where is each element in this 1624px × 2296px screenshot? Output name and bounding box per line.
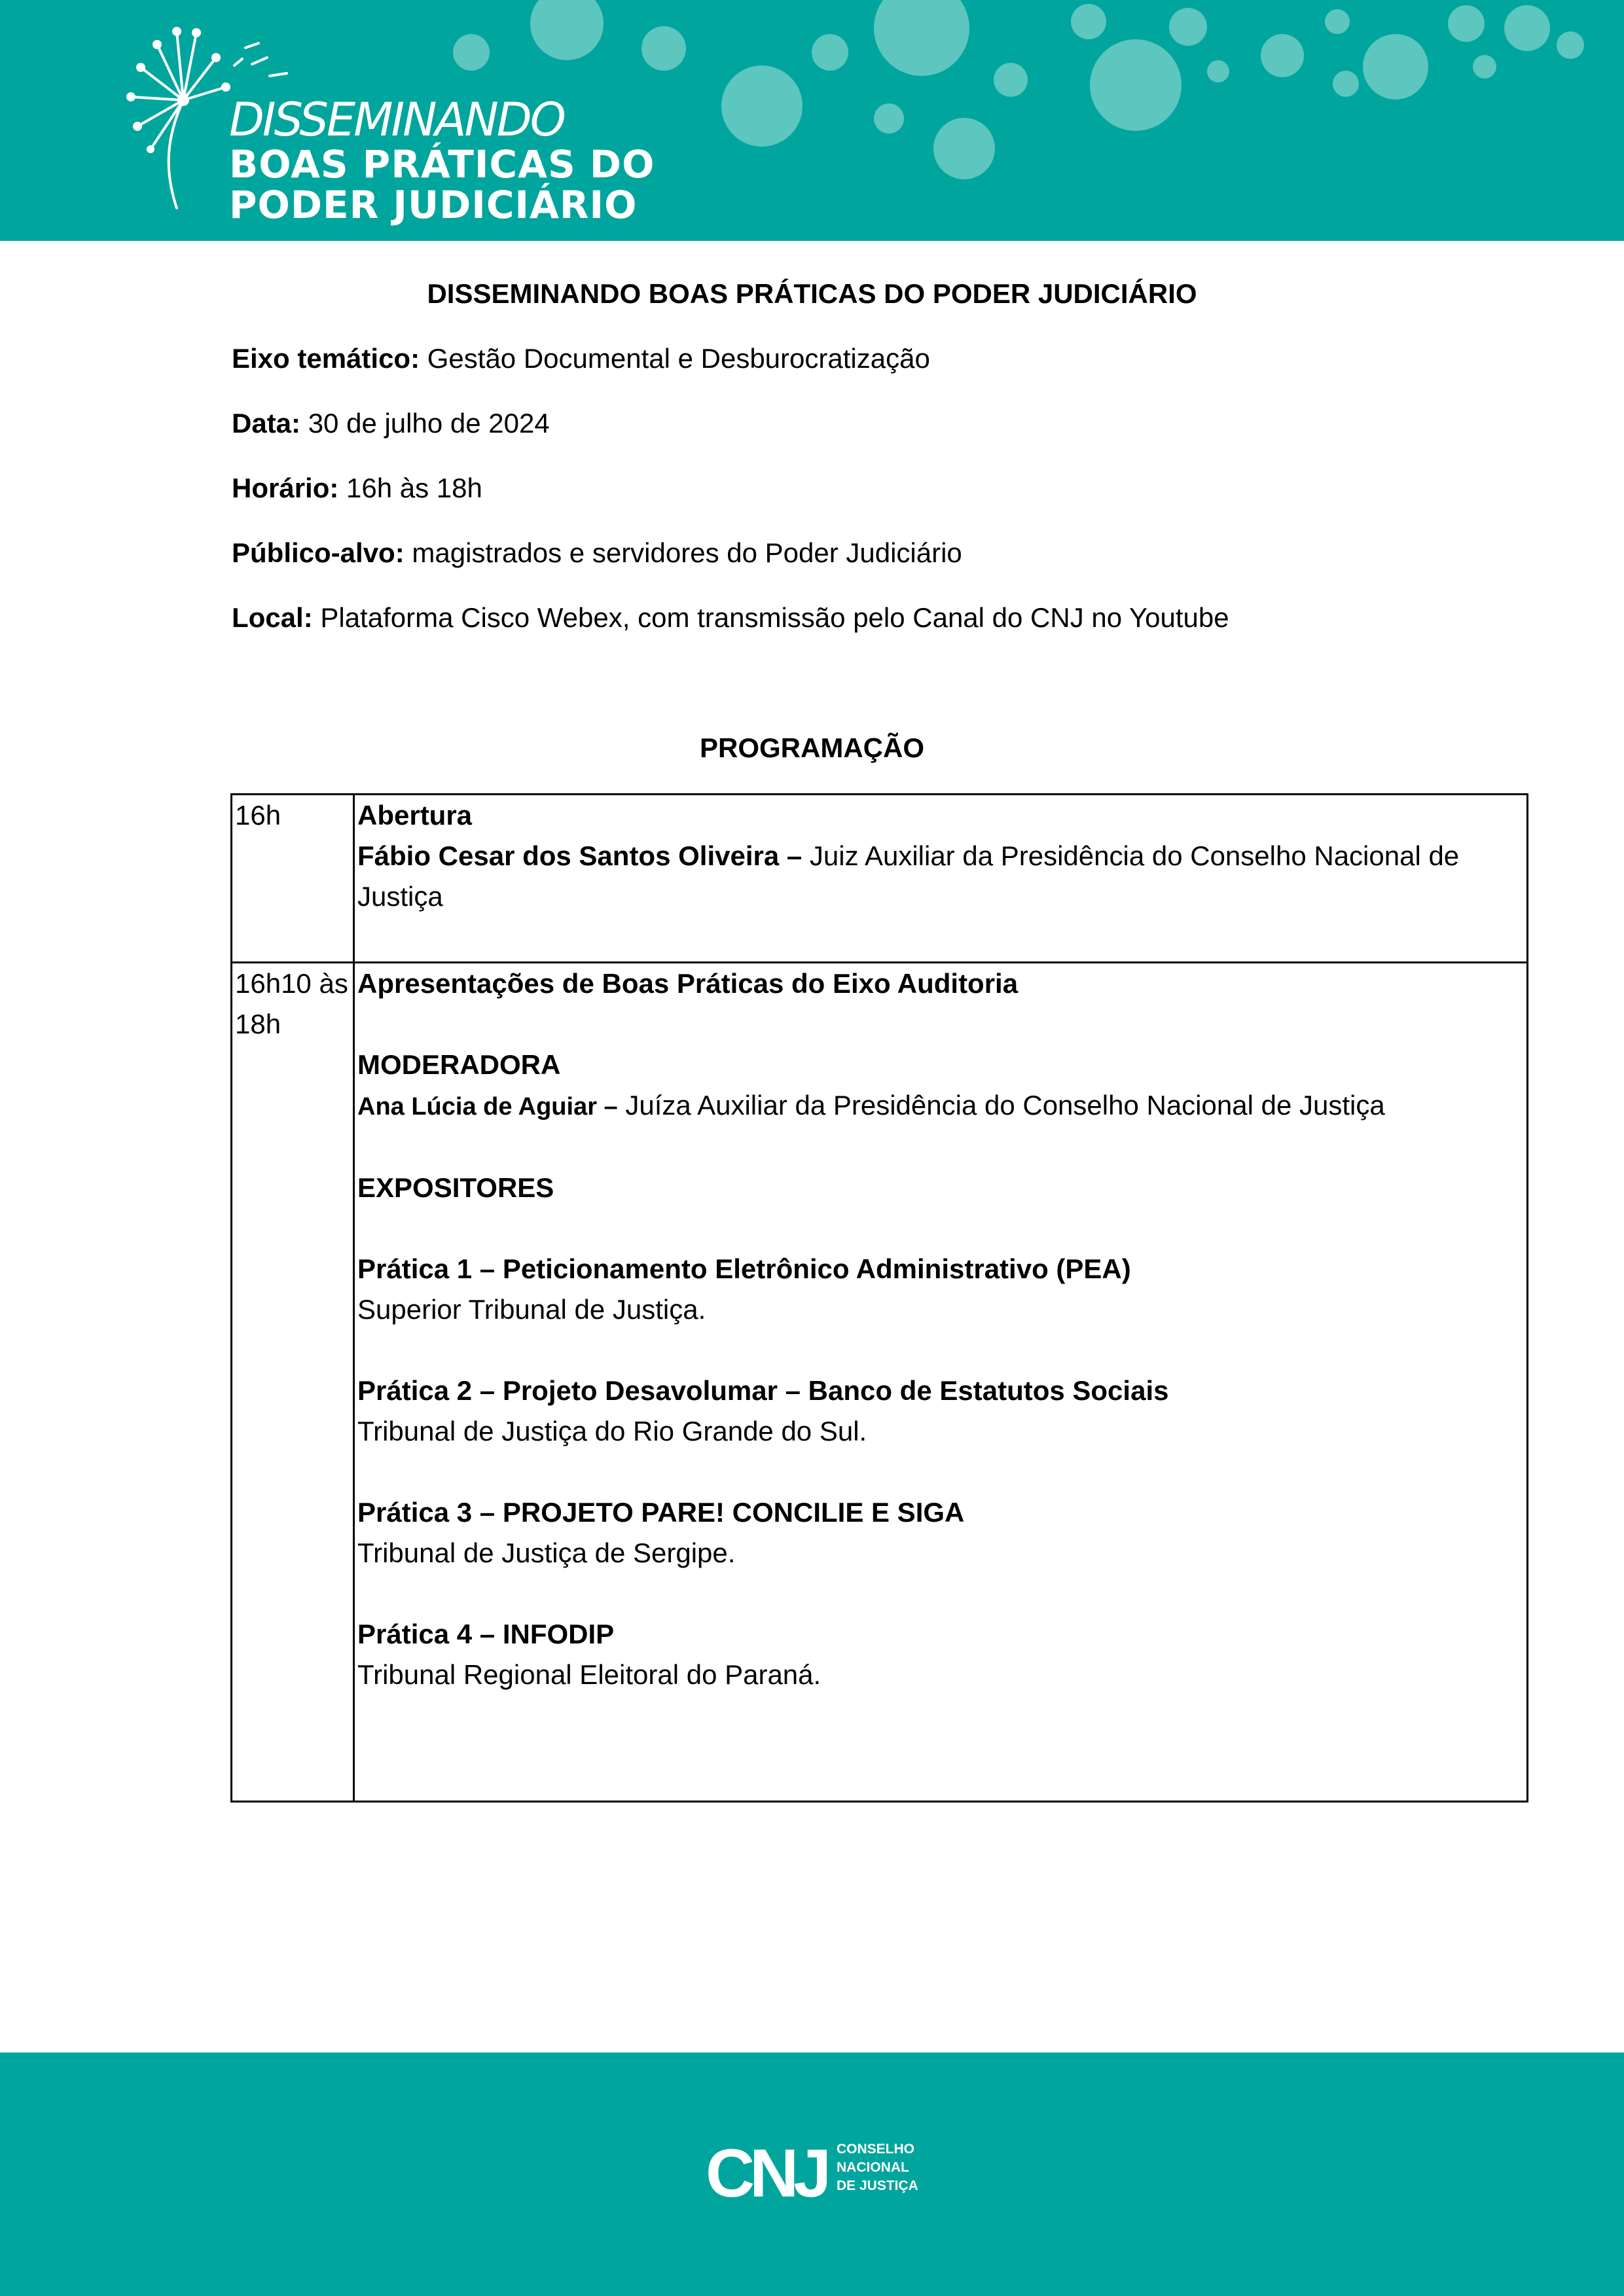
info-local xyxy=(232,600,1229,636)
moderator-line xyxy=(357,1085,1526,1127)
row-heading: Abertura xyxy=(357,800,473,831)
info-horario xyxy=(232,471,482,506)
decorative-bubble xyxy=(641,26,686,71)
moderator-label: MODERADORA xyxy=(357,1049,561,1080)
info-value: 30 de julho de 2024 xyxy=(300,408,550,439)
info-publico-alvo xyxy=(232,535,962,571)
cnj-line-2: NACIONAL xyxy=(837,2160,909,2175)
decorative-bubble xyxy=(933,118,995,179)
program-table xyxy=(230,793,1528,1803)
cnj-line-3: DE JUSTIÇA xyxy=(837,2178,918,2193)
info-data xyxy=(232,406,550,441)
practice-title: Prática 2 – Projeto Desavolumar – Banco de Estatutos Sociais xyxy=(357,1375,1169,1406)
practice-org: Tribunal de Justiça de Sergipe. xyxy=(357,1537,736,1568)
info-value: magistrados e servidores do Poder Judiciário xyxy=(404,537,962,568)
decorative-bubble xyxy=(1363,34,1428,99)
table-row xyxy=(232,795,1528,963)
decorative-bubble xyxy=(1261,34,1304,77)
decorative-bubble xyxy=(721,65,803,147)
practice-title: Prática 3 – PROJETO PARE! CONCILIE E SIGA xyxy=(357,1497,965,1528)
content-cell xyxy=(354,795,1528,963)
info-label: Eixo temático: xyxy=(232,343,420,374)
decorative-bubble xyxy=(530,0,604,60)
table-row xyxy=(232,963,1528,1802)
decorative-bubble xyxy=(994,63,1028,97)
row-heading: Apresentações de Boas Práticas do Eixo Auditoria xyxy=(357,968,1019,999)
practice-org: Tribunal de Justiça do Rio Grande do Sul. xyxy=(357,1416,867,1446)
practice-org: Superior Tribunal de Justiça. xyxy=(357,1294,706,1325)
info-value: Plataforma Cisco Webex, com transmissão pelo Canal do CNJ no Youtube xyxy=(312,602,1229,633)
cnj-wordmark xyxy=(837,2140,918,2195)
time-cell: 16h xyxy=(232,795,354,963)
decorative-bubble xyxy=(1473,55,1496,79)
decorative-bubble xyxy=(812,34,848,71)
info-label: Local: xyxy=(232,602,313,633)
info-label: Horário: xyxy=(232,473,339,503)
brand-line-3: PODER JUDICIÁRIO xyxy=(229,183,638,227)
program-title: PROGRAMAÇÃO xyxy=(700,732,924,763)
decorative-bubble xyxy=(1504,5,1550,51)
decorative-bubble xyxy=(874,0,969,76)
moderator-role: Juíza Auxiliar da Presidência do Conselho Nacional de Justiça xyxy=(617,1090,1385,1121)
info-value: 16h às 18h xyxy=(338,473,482,503)
decorative-bubble xyxy=(1090,39,1182,131)
speaker-name: Fábio Cesar dos Santos Oliveira – xyxy=(357,840,803,871)
info-label: Data: xyxy=(232,408,301,439)
cnj-line-1: CONSELHO xyxy=(837,2142,915,2157)
speaker-role: Juiz Auxiliar da Presidência do Conselho Nacional de Justiça xyxy=(357,840,1460,912)
decorative-bubble xyxy=(1333,71,1359,97)
decorative-bubble xyxy=(453,34,490,71)
info-label: Público-alvo: xyxy=(232,537,405,568)
decorative-bubble xyxy=(1169,8,1207,46)
moderator-name: Ana Lúcia de Aguiar – xyxy=(357,1093,618,1121)
brand-line-1: DISSEMINANDO xyxy=(229,93,564,147)
decorative-bubble xyxy=(1071,4,1106,39)
decorative-bubble xyxy=(1207,60,1229,82)
content-cell xyxy=(354,963,1528,1802)
header-banner xyxy=(0,0,1624,241)
cnj-letters: CNJ xyxy=(706,2139,827,2204)
decorative-bubble xyxy=(874,103,904,134)
practice-org: Tribunal Regional Eleitoral do Paraná. xyxy=(357,1659,821,1690)
decorative-bubble xyxy=(1557,31,1584,59)
document-title: DISSEMINANDO BOAS PRÁTICAS DO PODER JUDICIÁRIO xyxy=(427,278,1197,309)
time-cell: 16h10 às 18h xyxy=(232,963,354,1802)
decorative-bubble xyxy=(1448,5,1485,42)
brand-wordmark xyxy=(229,93,655,227)
info-value: Gestão Documental e Desburocratização xyxy=(420,343,930,374)
decorative-bubble xyxy=(1325,9,1350,34)
practice-title: Prática 1 – Peticionamento Eletrônico Administrativo (PEA) xyxy=(357,1253,1131,1284)
exhibitors-label: EXPOSITORES xyxy=(357,1172,554,1203)
brand-line-2: BOAS PRÁTICAS DO xyxy=(229,142,655,187)
info-eixo-tematico xyxy=(232,341,930,376)
practice-title: Prática 4 – INFODIP xyxy=(357,1619,615,1649)
